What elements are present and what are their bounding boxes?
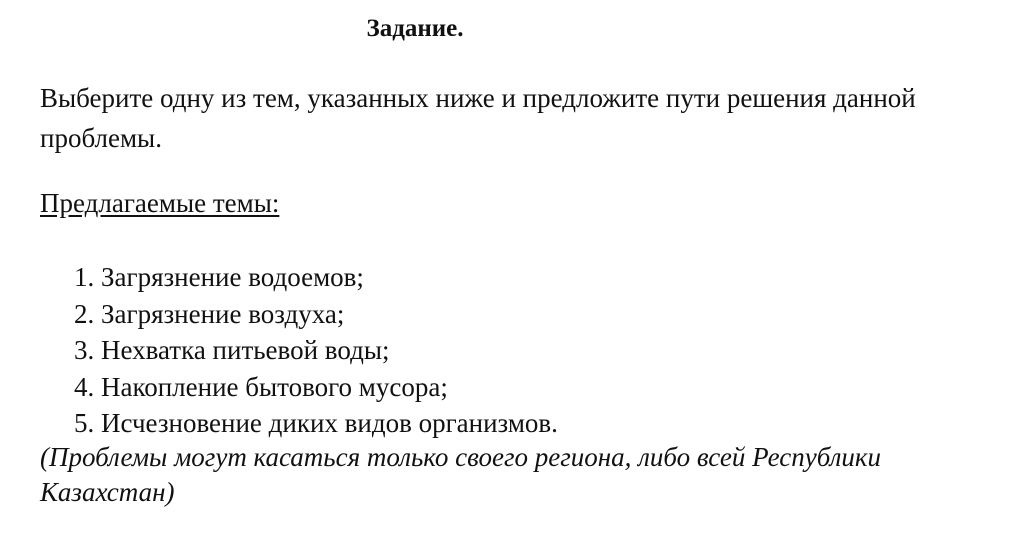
topic-item-2: 2. Загрязнение воздуха; [74,298,345,329]
topic-item-5: 5. Исчезновение диких видов организмов. [74,408,558,438]
topic-item-1: 1. Загрязнение водоемов; [74,262,364,292]
assignment-instructions: Выберите одну из тем, указанных ниже и предложите пути решения данной проблемы. [40,83,916,153]
assignment-title: Задание. [366,15,464,42]
topics-heading: Предлагаемые темы: [40,188,280,218]
region-note: (Проблемы могут касаться только своего региона, либо всей Республики Казахстан) [40,442,882,507]
topic-item-4: 4. Накопление бытового мусора; [74,371,448,402]
topic-list [74,259,558,442]
topic-item-3: 3. Нехватка питьевой воды; [74,335,390,365]
